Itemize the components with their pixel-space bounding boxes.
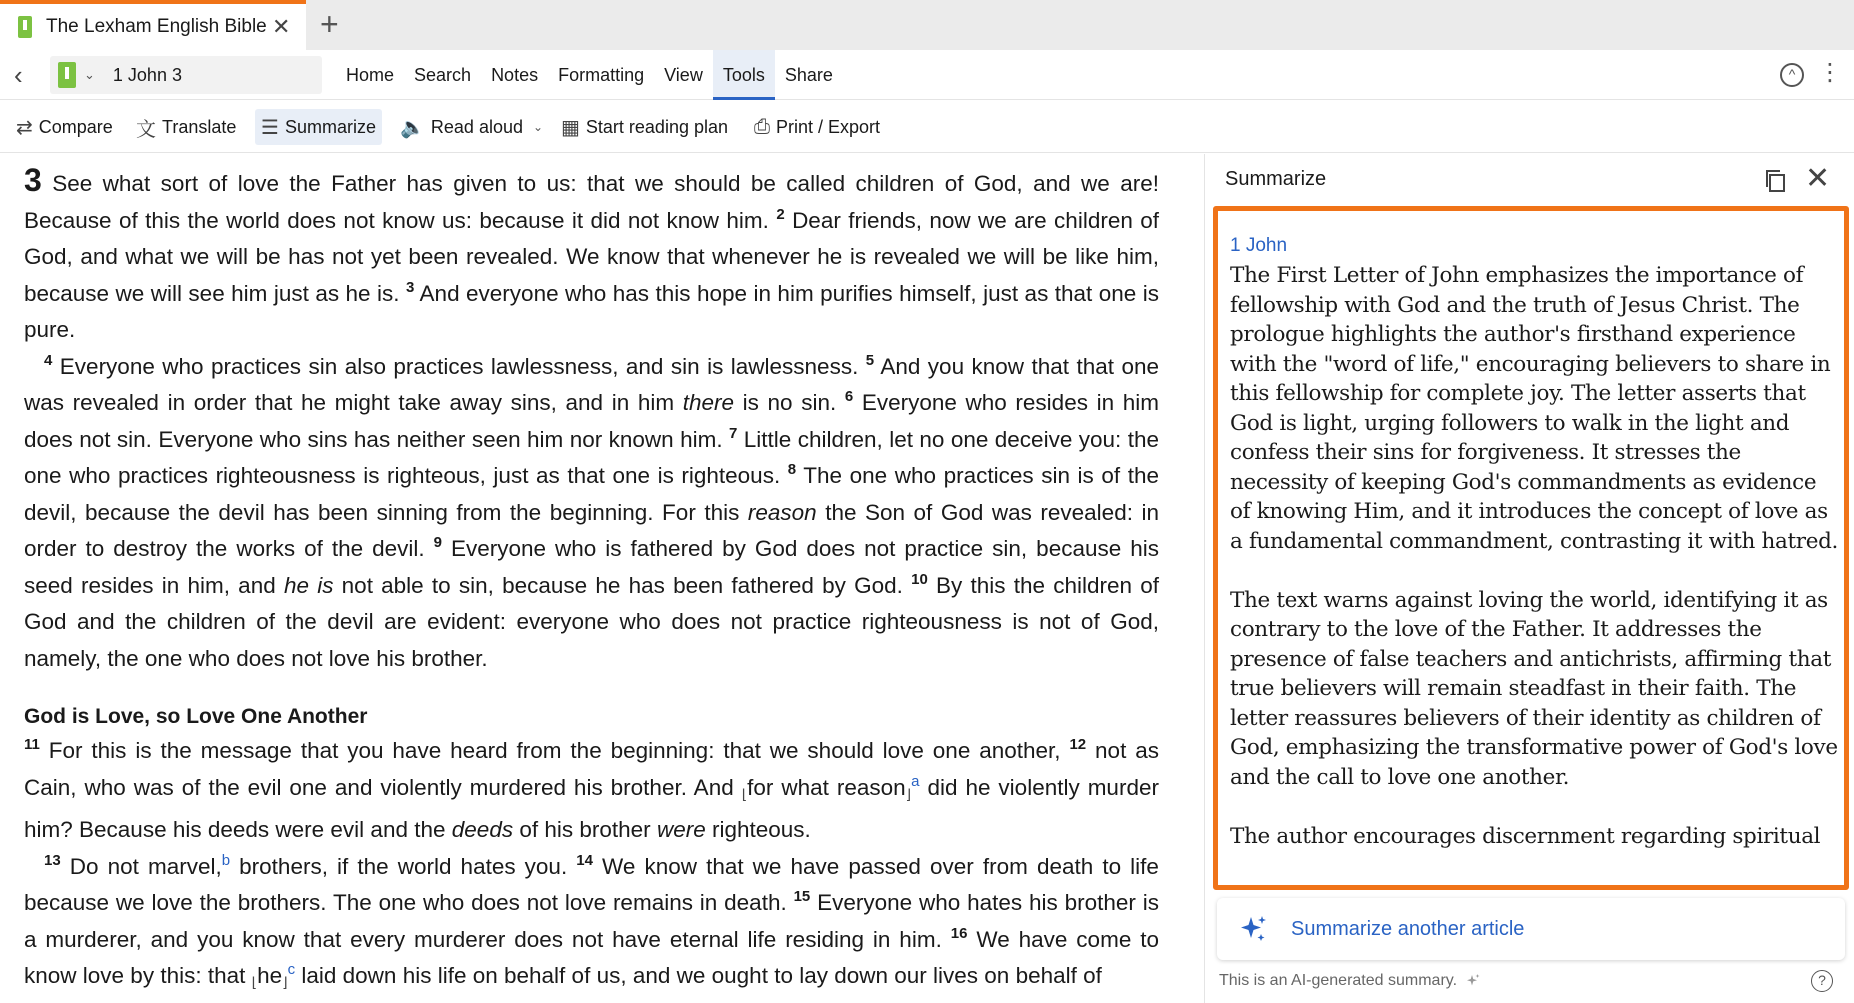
verse-text: Everyone who is fathered by God does not practice sin, because his seed resides in him, and	[24, 536, 1159, 598]
ai-note-text: This is an AI-generated summary.	[1219, 972, 1458, 989]
verse-number[interactable]: 9	[433, 534, 442, 551]
reference-input[interactable]: 1 John 3	[112, 64, 182, 85]
footnote-link[interactable]: b	[221, 851, 231, 869]
chapter-number: 3	[24, 162, 42, 198]
sparkle-icon	[1465, 973, 1481, 989]
italic-text: were	[656, 817, 706, 843]
nav-row	[0, 50, 1854, 100]
close-bracket: ⌋	[905, 785, 912, 802]
verse-text: Do not marvel,	[69, 853, 222, 879]
tab-title: The Lexham English Bible	[46, 16, 267, 37]
footnote-link[interactable]: a	[911, 772, 920, 790]
verse-text: And everyone who has this hope in him purifies himself, just as that one is pure.	[24, 280, 1159, 342]
verse-number[interactable]: 13	[44, 851, 61, 869]
verse-number[interactable]: 5	[865, 351, 875, 369]
verse-text: See what sort of love the Father has given to us: that we should be called children of God, and we are! Because of this the world does not know us: because it did not know him.	[24, 171, 1159, 233]
read-aloud-button[interactable]	[394, 109, 549, 145]
reading-plan-label: Start reading plan	[585, 116, 728, 137]
verse-text: Dear friends, now we are children of God, and what we will be has not yet been revealed. We know that whenever he is revealed we will be like him, because we will see him just as he is.	[24, 207, 1159, 306]
verse-text: For this is the message that you have heard from the beginning: that we should love one another,	[48, 738, 1061, 763]
menu-search[interactable]: Search	[414, 65, 472, 85]
italic-text: deeds	[451, 817, 514, 843]
verse-text: Everyone who practices sin also practices lawlessness, and sin is lawlessness.	[59, 353, 859, 379]
new-tab-icon[interactable]: +	[320, 6, 339, 42]
menu-view[interactable]: View	[664, 65, 703, 85]
summarize-another-button[interactable]	[1217, 898, 1845, 960]
verse-text: laid down his life on behalf of us, and we ought to lay down our lives on behalf of	[301, 963, 1102, 989]
menu-share[interactable]: Share	[784, 65, 833, 85]
document-tab[interactable]	[0, 0, 306, 50]
verse-text: We have come to know love by this: that	[24, 926, 1160, 989]
verse-text: he	[257, 963, 283, 989]
summary-box[interactable]	[1213, 206, 1849, 890]
menu-tools[interactable]: Tools	[713, 50, 775, 100]
tab-bar	[0, 0, 1854, 50]
verse-number[interactable]: 4	[44, 351, 53, 369]
verse-text: Everyone who hates his brother is a murderer, and you know that every murderer does not have eternal life residing in him.	[24, 890, 1159, 952]
summary-text	[1230, 261, 1840, 881]
paragraph-gap	[24, 677, 1159, 697]
summarize-icon: ☰	[261, 116, 279, 139]
reading-plan-button[interactable]	[555, 109, 734, 145]
verse-number[interactable]: 3	[405, 278, 415, 296]
translate-label: Translate	[162, 116, 237, 137]
translate-button[interactable]	[130, 109, 242, 145]
reference-box[interactable]	[50, 56, 322, 94]
summary-book-link[interactable]: 1 John	[1230, 235, 1288, 256]
tools-toolbar	[0, 101, 1854, 153]
back-arrow-icon[interactable]: ‹	[14, 60, 23, 90]
verse-number[interactable]: 2	[776, 205, 785, 223]
open-bracket: ⌊	[741, 785, 748, 802]
close-tab-icon[interactable]: ✕	[272, 14, 291, 39]
chevron-down-icon[interactable]: ⌄	[84, 67, 95, 82]
bible-reading-pane[interactable]	[0, 154, 1190, 1003]
verse-number[interactable]: 6	[844, 388, 854, 405]
printer-icon: ⎙	[754, 115, 770, 138]
read-aloud-label: Read aloud	[430, 116, 523, 137]
verse-number[interactable]: 16	[950, 924, 968, 942]
footnote-link[interactable]: c	[287, 961, 296, 979]
verse-text: of his brother	[519, 817, 651, 843]
verse-number[interactable]: 7	[729, 424, 738, 442]
summarize-panel	[1205, 154, 1854, 1003]
verse-number[interactable]: 14	[576, 851, 593, 869]
verse-text: Everyone who resides in him does not sin. Everyone who sins has neither seen him nor known him.	[24, 390, 1159, 452]
verse-number[interactable]: 12	[1069, 736, 1087, 753]
verse-number[interactable]: 8	[787, 461, 797, 478]
summarize-another-label: Summarize another article	[1291, 917, 1525, 940]
open-bracket: ⌊	[251, 974, 258, 991]
verse-text: for what reason	[747, 774, 906, 800]
menu-formatting[interactable]: Formatting	[558, 65, 645, 85]
more-options-icon[interactable]: ⋮	[1818, 59, 1842, 86]
italic-text: there	[682, 390, 735, 415]
help-icon[interactable]: ?	[1811, 970, 1833, 992]
verse-text: is no sin.	[742, 390, 837, 415]
verse-text: By this the children of God and the children of the devil are evident: everyone who does not practice righteousness is not of God, namely, the one who does not love his brother.	[24, 572, 1159, 671]
italic-text: reason	[747, 499, 817, 525]
verse-text: righteous.	[712, 817, 811, 843]
summarize-button[interactable]	[255, 109, 382, 145]
summary-paragraph: The text warns against loving the world, identifying it as contrary to the love of the Father. It addresses the presence of false teachers and antichrists, affirming that true believers will remain steadfast in their faith. The letter reassures believers of their identity as children of God, emphasizing the transformative power of God's love and the call to love one another.	[1230, 587, 1838, 790]
verse-text: the Son of God was revealed: in order to destroy the works of the devil.	[24, 499, 1159, 561]
compare-arrows-icon: ⇄	[16, 116, 33, 139]
chevron-down-icon: ⌄	[532, 120, 544, 134]
verse-text: Little children, let no one deceive you: the one who practices righteousness is righteous, just as that one is righteous.	[24, 426, 1159, 488]
italic-text: he is	[283, 572, 334, 598]
verse-text: We know that we have passed over from death to life because we love the brothers. The one who does not love remains in death.	[24, 853, 1159, 916]
verse-text: did he violently murder him? Because his deeds were evil and the	[24, 774, 1159, 843]
print-label: Print / Export	[776, 116, 881, 137]
menu-home[interactable]: Home	[346, 65, 395, 85]
summarize-label: Summarize	[284, 116, 376, 137]
close-bracket: ⌋	[282, 974, 288, 991]
verse-text: not able to sin, because he has been fathered by God.	[341, 572, 903, 598]
speaker-icon: 🔈	[400, 116, 425, 139]
bible-resource-icon[interactable]	[58, 62, 76, 88]
close-panel-icon[interactable]: ✕	[1805, 162, 1831, 195]
copy-icon[interactable]	[1763, 168, 1789, 194]
collapse-up-icon[interactable]: ^	[1780, 63, 1804, 87]
menu-notes[interactable]: Notes	[491, 65, 539, 85]
verse-text: not as Cain, who was of the evil one and violently murdered his brother. And	[24, 738, 1159, 800]
bible-text	[24, 162, 1159, 1001]
verse-number[interactable]: 15	[793, 888, 811, 906]
bible-icon	[18, 16, 32, 38]
print-export-button[interactable]	[748, 109, 886, 145]
calendar-icon: ▦	[561, 116, 580, 139]
panel-title: Summarize	[1225, 168, 1327, 190]
verse-text: The one who practices sin is of the devil, because the devil has been sinning from the beginning. For this	[24, 463, 1159, 525]
summary-paragraph: The author encourages discernment regarding spiritual	[1230, 823, 1821, 849]
verse-number[interactable]: 10	[911, 570, 928, 588]
verse-text: brothers, if the world hates you.	[239, 853, 568, 879]
summary-paragraph: The First Letter of John emphasizes the importance of fellowship with God and the truth of Jesus Christ. The prologue highlights the author's firsthand experience with the "word of life," encouraging believers to share in this fellowship for complete joy. The letter asserts that God is light, urging followers to walk in the light and confess their sins for forgiveness. It stresses the necessity of keeping God's commandments as evidence of knowing Him, and it introduces the concept of love as a fundamental commandment, contrasting it with hatred.	[1230, 263, 1838, 554]
main-menu	[336, 50, 843, 100]
verse-number[interactable]: 11	[24, 736, 40, 753]
compare-label: Compare	[38, 116, 113, 137]
compare-button[interactable]	[10, 109, 119, 145]
sparkle-icon	[1237, 913, 1269, 945]
section-heading: God is Love, so Love One Another	[24, 705, 368, 728]
verse-text: And you know that that one was revealed in order that he might take away sins, and in him	[24, 353, 1159, 415]
ai-disclaimer	[1219, 972, 1481, 990]
translate-icon: 文	[136, 118, 156, 141]
